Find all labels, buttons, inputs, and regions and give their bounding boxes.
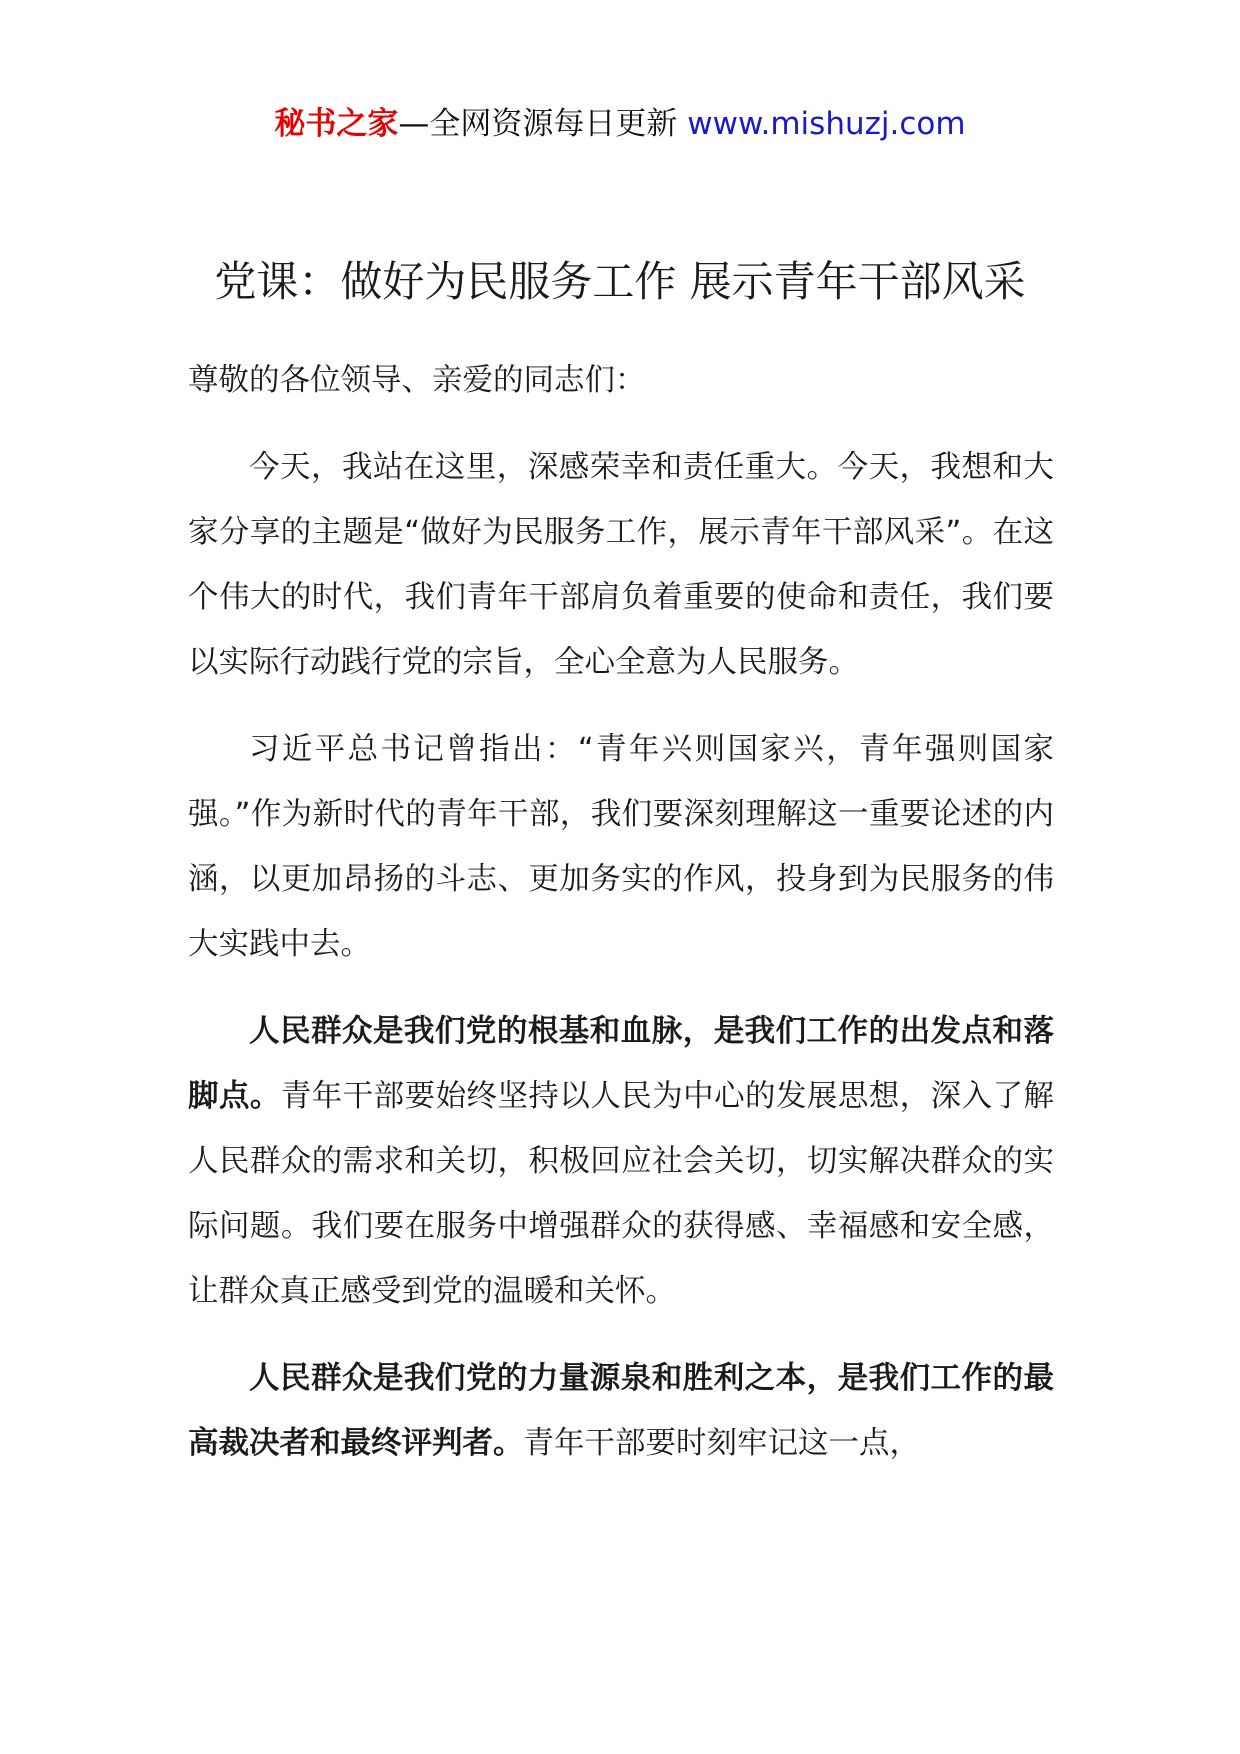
paragraph-text: 青年干部要始终坚持以人民为中心的发展思想，深入了解人民群众的需求和关切，积极回应社会关切，切实解决群众的实际问题。我们要在服务中增强群众的获得感、幸福感和安全感，让群众真正感受到党的温暖和关怀。	[188, 1079, 1055, 1309]
paragraph-lead: 人民群众是我们党的根基和血脉，是我们工作的出发点和落脚点。	[188, 1014, 1054, 1114]
brand-name: 秘书之家	[274, 106, 399, 142]
paragraph-lead: 人民群众是我们党的力量源泉和胜利之本，是我们工作的最高裁决者和最终评判者。	[188, 1361, 1054, 1461]
site-header	[0, 100, 1240, 148]
paragraph	[188, 999, 1054, 1324]
paragraph-text: 今天，我站在这里，深感荣幸和责任重大。今天，我想和大家分享的主题是“做好为民服务工作，展示青年干部风采”。在这个伟大的时代，我们青年干部肩负着重要的使命和责任，我们要以实际行动践行党的宗旨，全心全意为人民服务。	[188, 450, 1054, 680]
document-title: 党课：做好为民服务工作 展示青年干部风采	[214, 257, 1026, 306]
greeting: 尊敬的各位领导、亲爱的同志们：	[188, 363, 646, 398]
paragraph-text: 习近平总书记曾指出：“青年兴则国家兴，青年强则国家强。”作为新时代的青年干部，我们要深刻理解这一重要论述的内涵，以更加昂扬的斗志、更加务实的作风，投身到为民服务的伟大实践中去。	[188, 732, 1054, 962]
paragraph	[188, 717, 1054, 977]
site-url: www.mishuzj.com	[687, 106, 966, 142]
header-tagline: —全网资源每日更新	[398, 106, 688, 142]
paragraph-text: 青年干部要时刻牢记这一点，	[523, 1426, 920, 1461]
document-body	[188, 348, 1054, 1498]
paragraph	[188, 435, 1054, 695]
paragraph	[188, 1346, 1054, 1476]
